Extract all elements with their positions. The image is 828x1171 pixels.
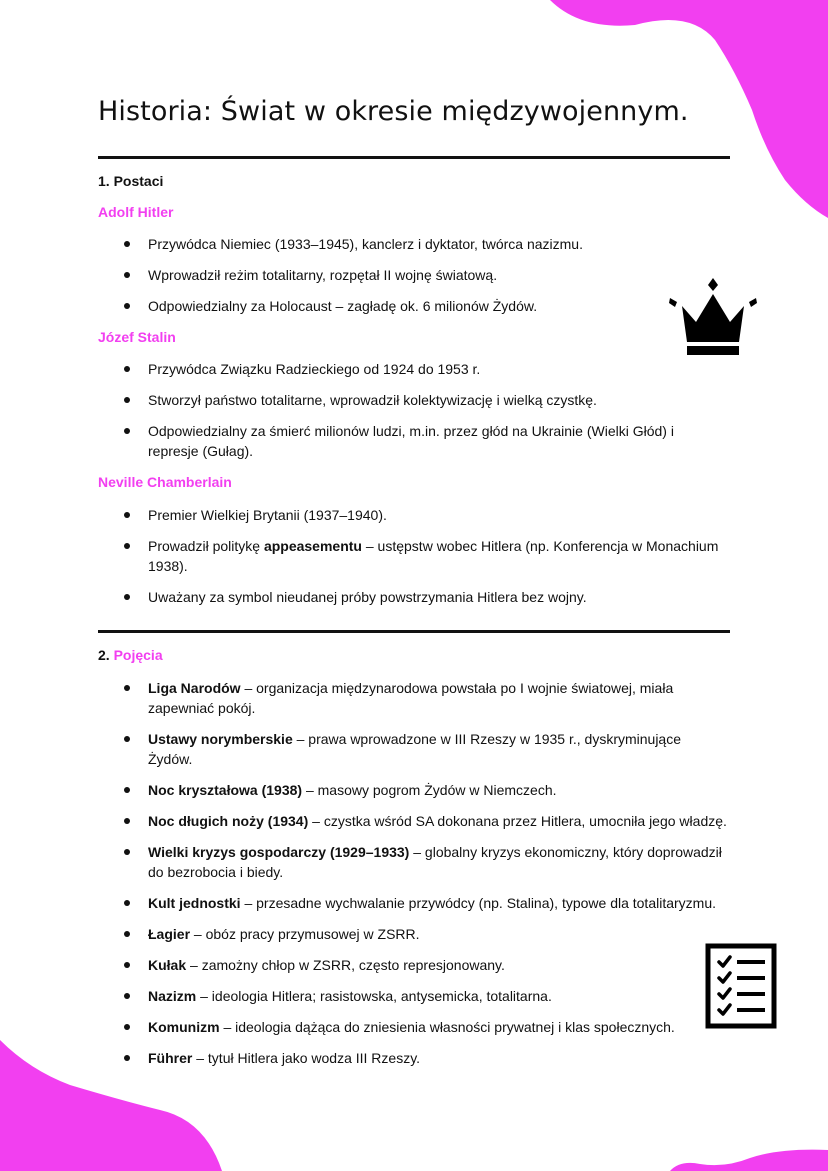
list-item: Odpowiedzialny za Holocaust – zagładę ok. 6 milionów Żydów. — [148, 296, 728, 316]
list-item: Uważany za symbol nieudanej próby powstrzymania Hitlera bez wojny. — [148, 587, 728, 607]
section-2-heading: 2. Pojęcia — [98, 647, 163, 663]
appeasement-term: appeasementu — [263, 538, 362, 554]
list-item: Premier Wielkiej Brytanii (1937–1940). — [148, 505, 728, 525]
stalin-bullet-list — [148, 359, 728, 472]
list-item: Führer – tytuł Hitlera jako wodza III Rzeszy. — [148, 1048, 728, 1068]
person-name-stalin: Józef Stalin — [98, 329, 176, 345]
list-item: Liga Narodów – organizacja międzynarodowa powstała po I wojnie światowej, miała zapewniać pokój. — [148, 678, 728, 718]
title-divider — [98, 156, 730, 159]
list-item: Odpowiedzialny za śmierć milionów ludzi, m.in. przez głód na Ukrainie (Wielki Głód) i represje (Gułag). — [148, 421, 728, 461]
hitler-bullet-list — [148, 234, 728, 327]
checklist-icon — [705, 943, 777, 1029]
crown-icon — [668, 276, 758, 358]
list-item: Komunizm – ideologia dążąca do zniesienia własności prywatnej i klas społecznych. — [148, 1017, 728, 1037]
list-item: Stworzył państwo totalitarne, wprowadził kolektywizację i wielką czystkę. — [148, 390, 728, 410]
chamberlain-bullet-list — [148, 505, 728, 618]
section-1-heading: 1. Postaci — [98, 173, 164, 189]
bottom-right-decoration — [670, 1148, 828, 1171]
list-item: Nazizm – ideologia Hitlera; rasistowska, antysemicka, totalitarna. — [148, 986, 728, 1006]
list-item: Łagier – obóz pracy przymusowej w ZSRR. — [148, 924, 728, 944]
page-title: Historia: Świat w okresie międzywojennym. — [98, 96, 689, 127]
list-item: Kułak – zamożny chłop w ZSRR, często represjonowany. — [148, 955, 728, 975]
list-item: Przywódca Niemiec (1933–1945), kanclerz i dyktator, twórca nazizmu. — [148, 234, 728, 254]
list-item: Ustawy norymberskie – prawa wprowadzone w III Rzeszy w 1935 r., dyskryminujące Żydów. — [148, 729, 728, 769]
person-name-chamberlain: Neville Chamberlain — [98, 474, 232, 490]
bottom-right-blob — [670, 1150, 828, 1171]
list-item: Wielki kryzys gospodarczy (1929–1933) – globalny kryzys ekonomiczny, który doprowadził do bezrobocia i biedy. — [148, 842, 728, 882]
list-item: Noc kryształowa (1938) – masowy pogrom Żydów w Niemczech. — [148, 780, 728, 800]
list-item: Prowadził politykę appeasementu – ustępstw wobec Hitlera (np. Konferencja w Monachium 1938). — [148, 536, 728, 576]
person-name-hitler: Adolf Hitler — [98, 204, 174, 220]
list-item: Przywódca Związku Radzieckiego od 1924 do 1953 r. — [148, 359, 728, 379]
terms-bullet-list — [148, 678, 728, 1079]
list-item: Kult jednostki – przesadne wychwalanie przywódcy (np. Stalina), typowe dla totalitaryzmu. — [148, 893, 728, 913]
list-item: Wprowadził reżim totalitarny, rozpętał II wojnę światową. — [148, 265, 728, 285]
section-divider — [98, 630, 730, 633]
list-item: Noc długich noży (1934) – czystka wśród SA dokonana przez Hitlera, umocniła jego władzę. — [148, 813, 727, 829]
